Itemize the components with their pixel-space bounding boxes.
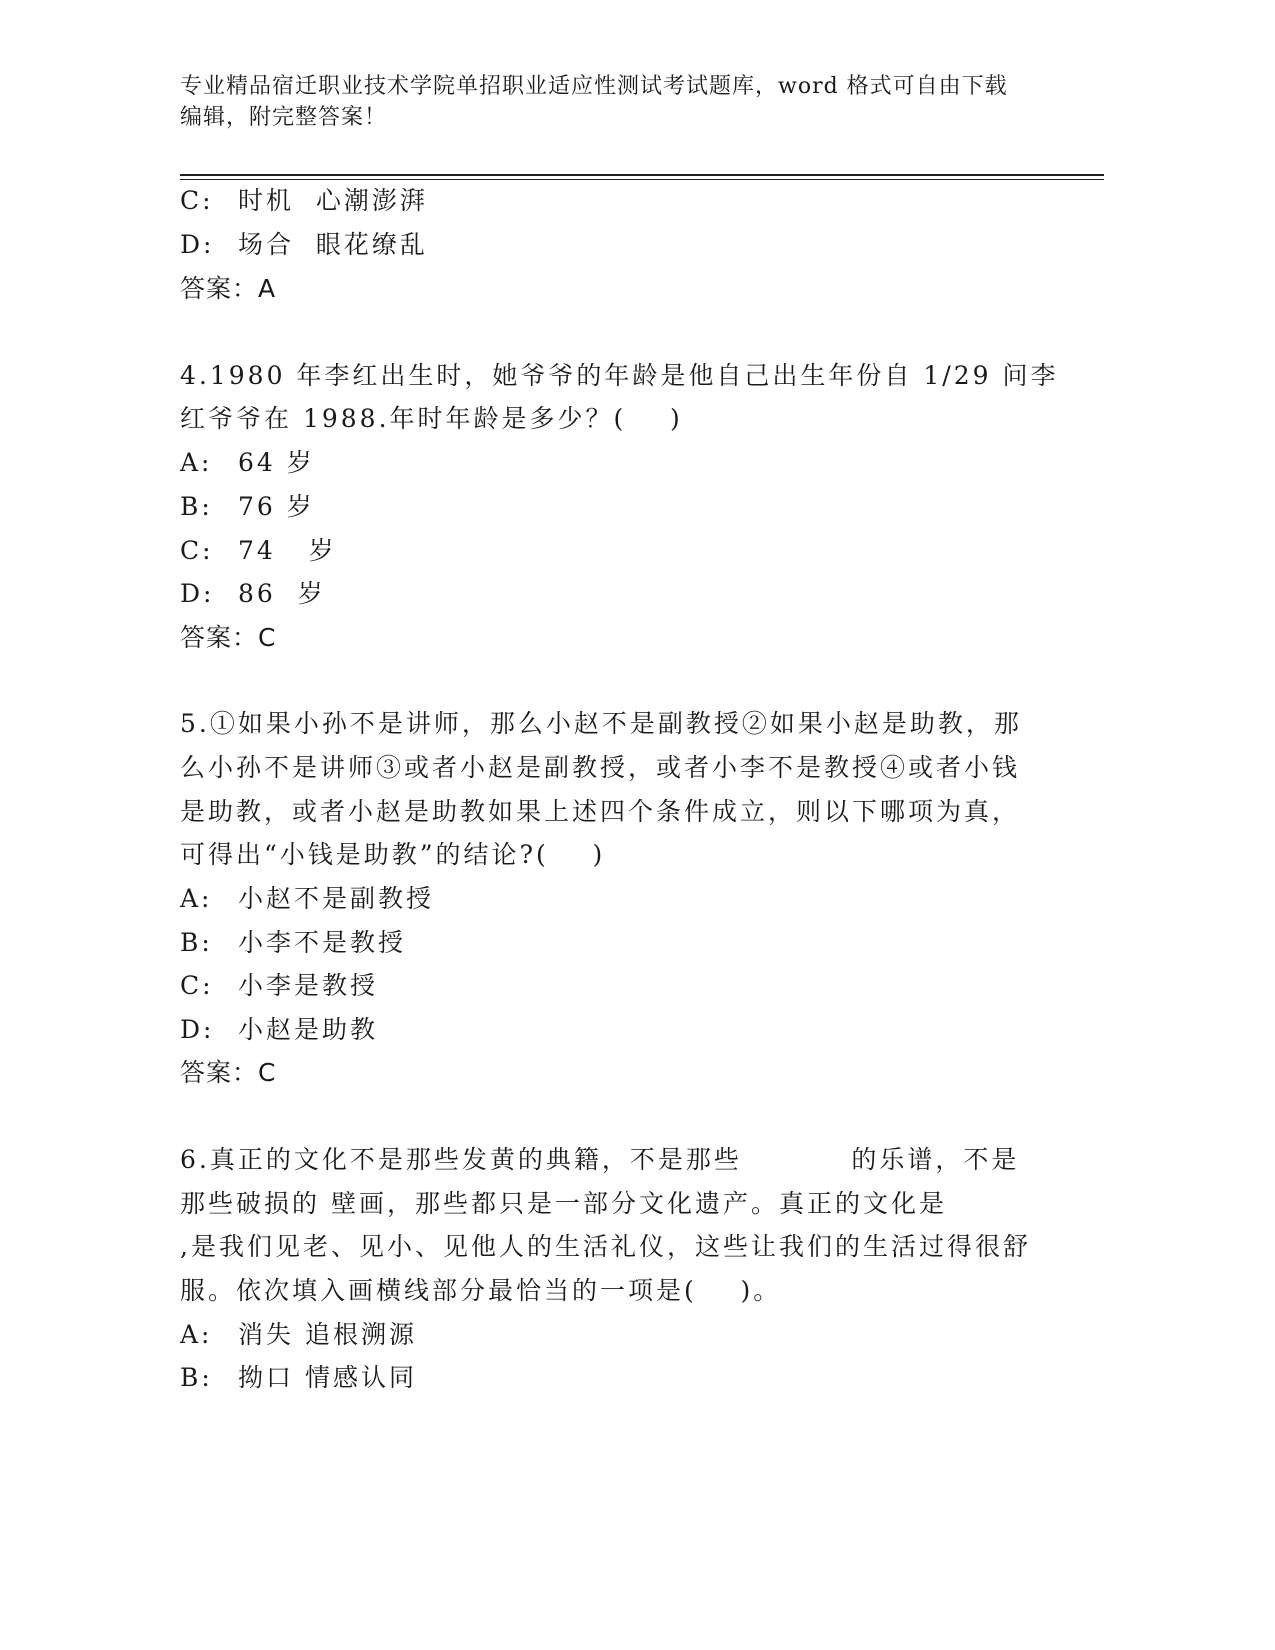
option-label: B: — [180, 1363, 213, 1392]
header-rule-thick — [180, 174, 1104, 176]
option-label: D: — [180, 579, 215, 608]
option-label: A: — [180, 448, 213, 477]
option-text: 时机 心潮澎湃 — [238, 186, 428, 215]
q5-option-c — [180, 971, 378, 1001]
option-text: 76 岁 — [238, 492, 315, 521]
q4-answer: 答案：C — [180, 623, 277, 652]
q4-option-b — [180, 492, 315, 522]
option-label: D: — [180, 1015, 215, 1044]
header-line-2: 编辑，附完整答案！ — [180, 105, 388, 130]
q6-stem-line-4: 服。依次填入画横线部分最恰当的一项是( )。 — [180, 1276, 782, 1305]
option-label: B: — [180, 928, 213, 957]
q6-stem-line-1: 6.真正的文化不是那些发黄的典籍，不是那些 的乐谱，不是 — [180, 1145, 1020, 1174]
option-label: C: — [180, 971, 214, 1000]
q3-answer: 答案：A — [180, 274, 277, 303]
q5-answer: 答案：C — [180, 1058, 277, 1087]
q5-stem-line-2: 么小孙不是讲师③或者小赵是副教授，或者小李不是教授④或者小钱 — [180, 753, 1021, 782]
q5-option-a — [180, 884, 434, 914]
document-header — [180, 71, 1060, 133]
option-text: 小赵是助教 — [238, 1015, 379, 1044]
q6-stem-line-2: 那些破损的 壁画，那些都只是一部分文化遗产。真正的文化是 — [180, 1189, 947, 1218]
q4-option-d — [180, 579, 326, 609]
q3-option-d — [180, 230, 428, 260]
q5-stem-line-3: 是助教，或者小赵是助教如果上述四个条件成立，则以下哪项为真， — [180, 797, 1021, 826]
option-text: 场合 眼花缭乱 — [238, 230, 428, 259]
q6-option-b — [180, 1363, 417, 1393]
option-text: 小李是教授 — [238, 971, 379, 1000]
option-text: 74 岁 — [238, 536, 337, 565]
option-text: 64 岁 — [238, 448, 315, 477]
q4-stem-line-2: 红爷爷在 1988.年时年龄是多少？( ) — [180, 404, 683, 433]
q4-option-c — [180, 536, 337, 566]
q5-option-d — [180, 1015, 378, 1045]
q4-option-a — [180, 448, 315, 478]
option-text: 消失 追根溯源 — [238, 1320, 417, 1349]
option-text: 小李不是教授 — [238, 928, 407, 957]
header-rule-thin — [180, 179, 1104, 180]
option-label: A: — [180, 1320, 213, 1349]
option-label: B: — [180, 492, 213, 521]
option-label: D: — [180, 230, 215, 259]
q5-stem-line-1: 5.①如果小孙不是讲师，那么小赵不是副教授②如果小赵是助教，那 — [180, 709, 1022, 738]
q6-stem-line-3: ,是我们见老、见小、见他人的生活礼仪，这些让我们的生活过得很舒 — [180, 1232, 1031, 1261]
option-text: 拗口 情感认同 — [238, 1363, 417, 1392]
option-label: C: — [180, 536, 214, 565]
option-label: C: — [180, 186, 214, 215]
option-text: 86 岁 — [238, 579, 326, 608]
option-text: 小赵不是副教授 — [238, 884, 435, 913]
option-label: A: — [180, 884, 213, 913]
q4-stem-line-1: 4.1980 年李红出生时，她爷爷的年龄是他自己出生年份自 1/29 问李 — [180, 361, 1059, 390]
q6-option-a — [180, 1320, 417, 1350]
q5-option-b — [180, 928, 406, 958]
header-line-1: 专业精品宿迁职业技术学院单招职业适应性测试考试题库，word 格式可自由下载 — [180, 74, 1008, 99]
q5-stem-line-4: 可得出“小钱是助教”的结论?( ) — [180, 840, 606, 869]
q3-option-c — [180, 186, 428, 216]
